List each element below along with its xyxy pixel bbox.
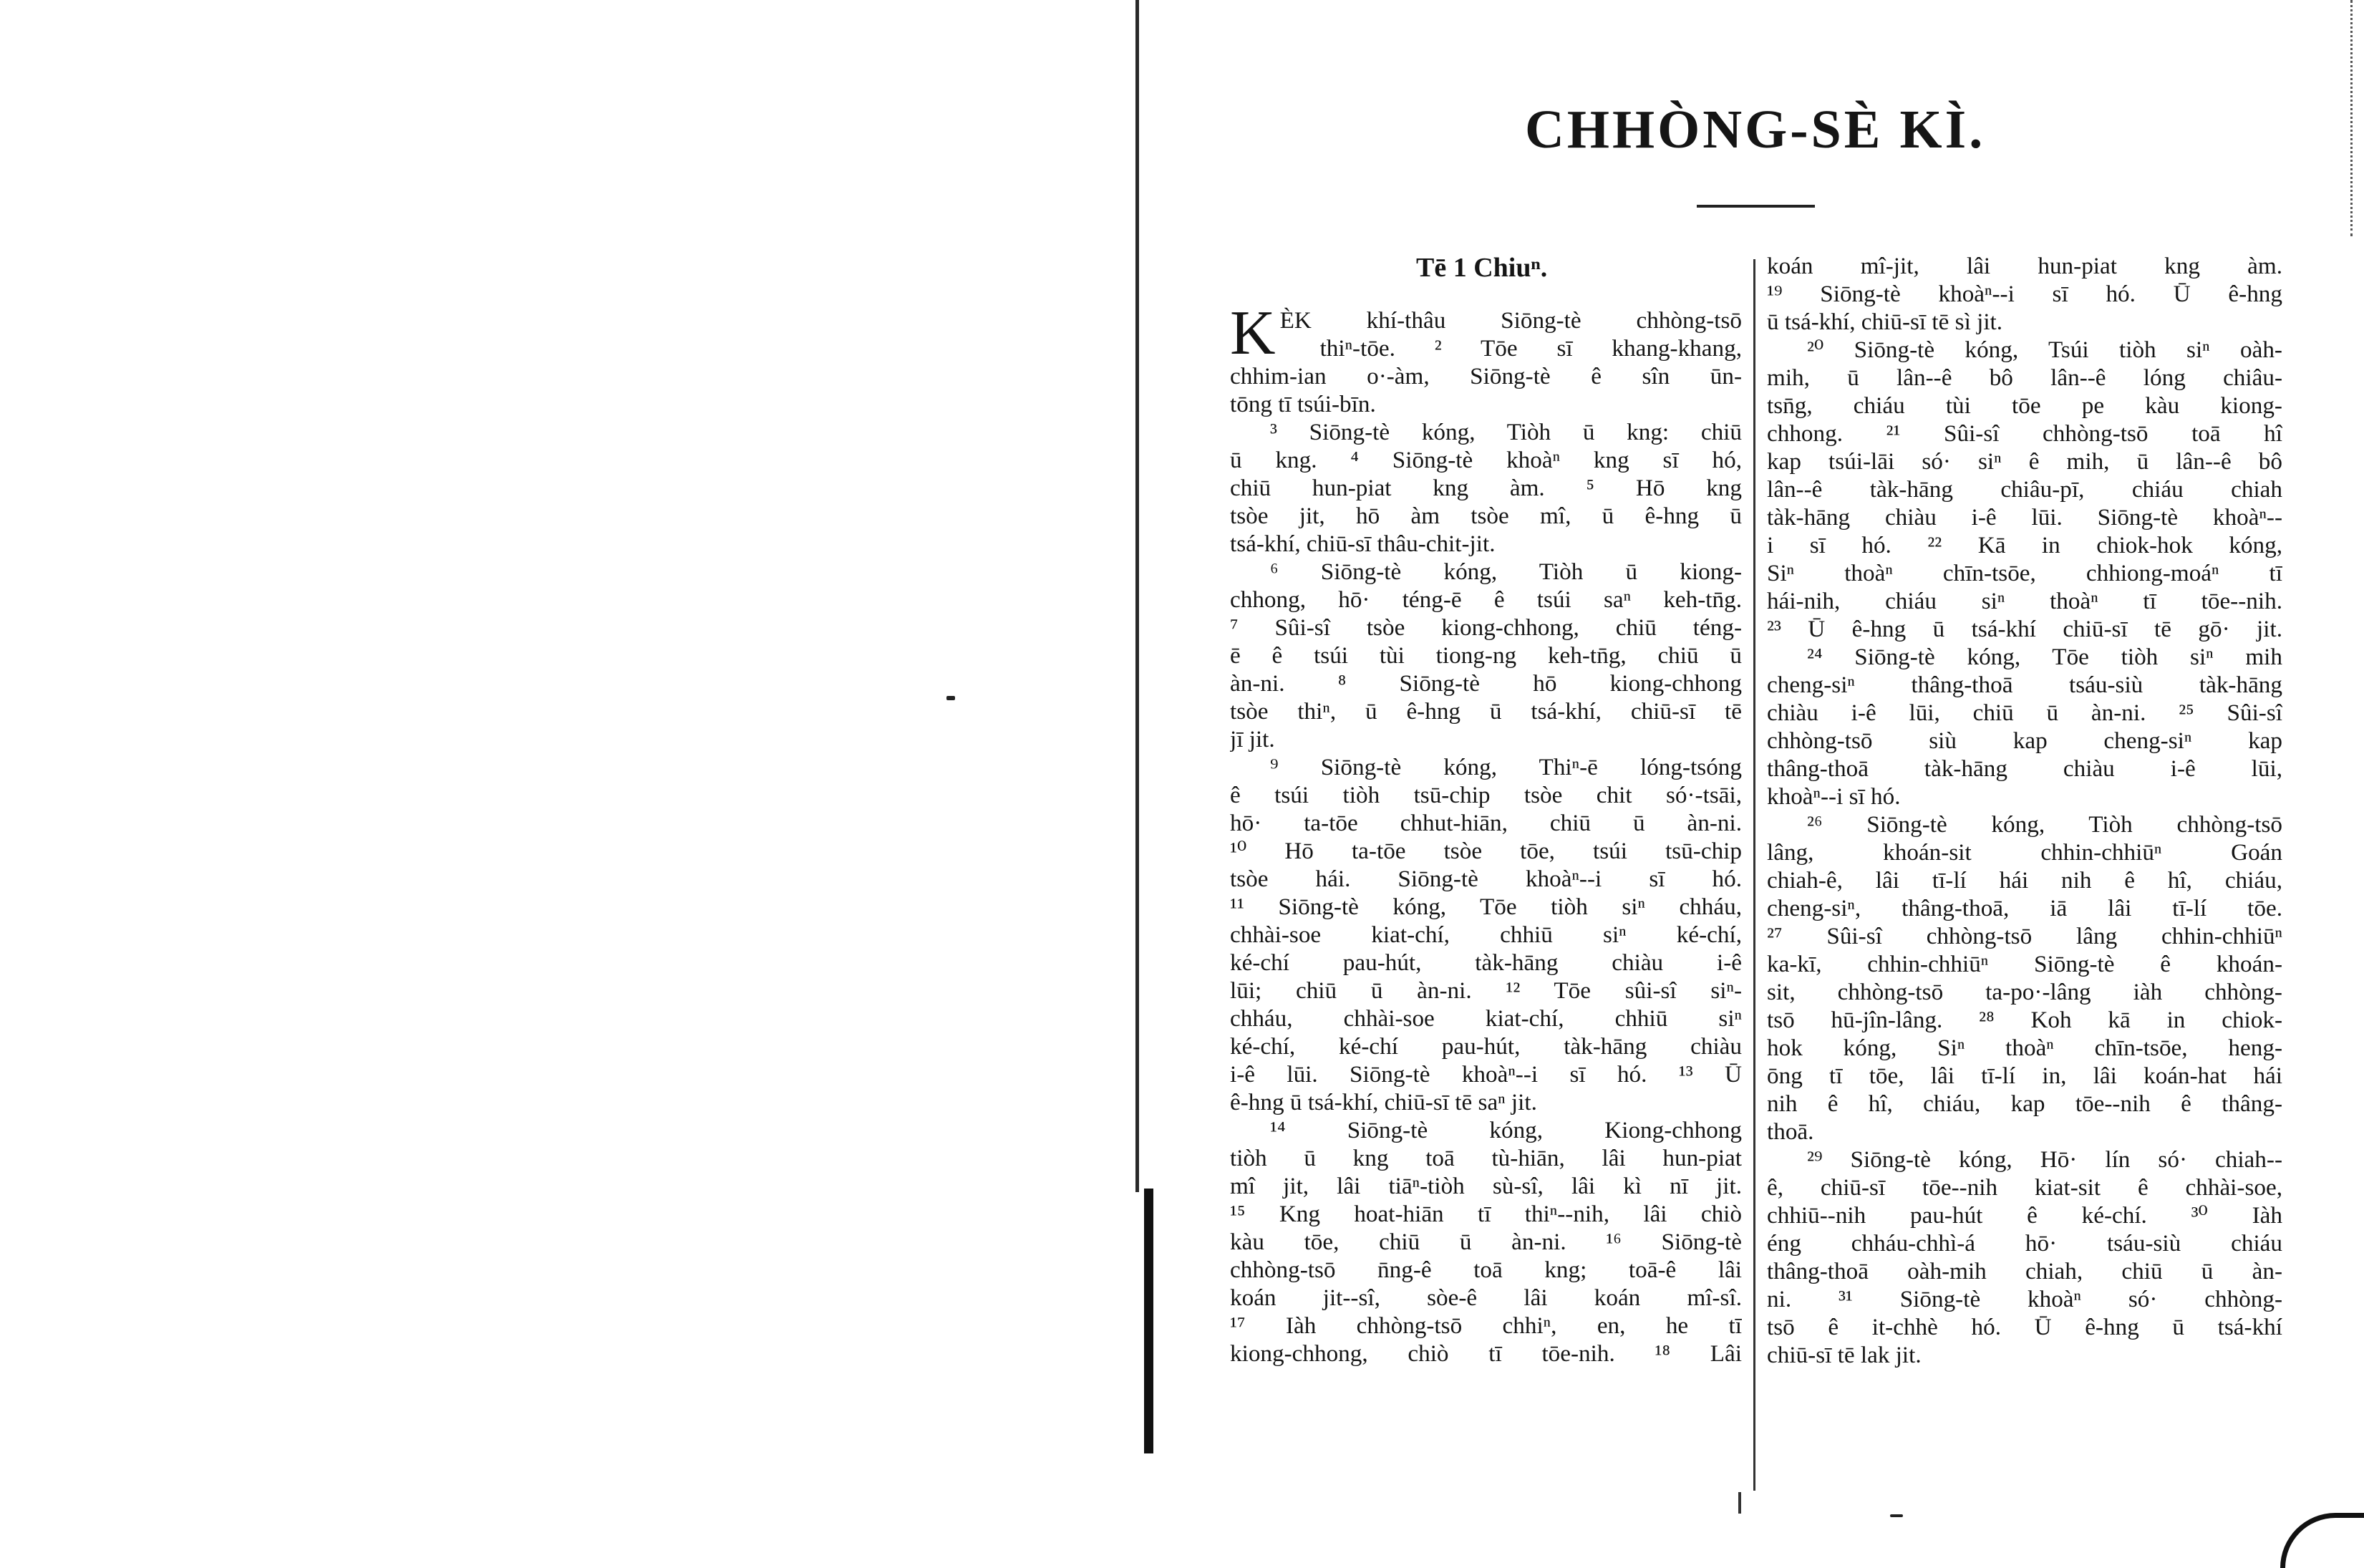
text-line: ²⁰ Siōng-tè kóng, Tsúi tiòh siⁿ oàh- [1807, 337, 2282, 363]
text-line: ê, chiū-sī tōe--nih kiat-sit ê chhài-soe, [1767, 1174, 2282, 1201]
text-line: hái-nih, chiáu siⁿ thoàⁿ tī tōe--nih. [1767, 588, 2282, 614]
page-foot-mark [1738, 1492, 1741, 1514]
text-line: lâng, khoán-sit chhin-chhiūⁿ Goán [1767, 839, 2282, 866]
text-line: ²⁷ Sûi-sî chhòng-tsō lâng chhin-chhiūⁿ [1767, 923, 2282, 949]
text-line: chháu, chhài-soe kiat-chí, chhiū siⁿ [1230, 1005, 1742, 1032]
text-line: tiòh ū kng toā tù-hiān, lâi hun-piat [1230, 1145, 1742, 1171]
text-line: ¹¹ Siōng-tè kóng, Tōe tiòh siⁿ chháu, [1230, 894, 1742, 920]
text-line: chiū-sī tē lak jit. [1767, 1342, 1922, 1368]
text-line: ²⁹ Siōng-tè kóng, Hō· lín só· chiah-- [1807, 1146, 2282, 1173]
text-line: tsòe hái. Siōng-tè khoàⁿ--i sī hó. [1230, 866, 1742, 892]
text-line: chhong. ²¹ Sûi-sî chhòng-tsō toā hî [1767, 420, 2282, 447]
text-line: i sī hó. ²² Kā in chiok-hok kóng, [1767, 532, 2282, 558]
text-line: tsō ê it-chhè hó. Ū ê-hng ū tsá-khí [1767, 1314, 2282, 1340]
text-line: koán mî-jit, lâi hun-piat kng àm. [1767, 253, 2282, 279]
page-gutter [1135, 0, 1139, 1192]
text-line: ⁶ Siōng-tè kóng, Tiòh ū kiong- [1270, 558, 1742, 585]
text-line: ²⁶ Siōng-tè kóng, Tiòh chhòng-tsō [1807, 811, 2282, 838]
drop-cap: K [1230, 299, 1276, 368]
text-line: ¹⁹ Siōng-tè khoàⁿ--i sī hó. Ū ê-hng [1767, 281, 2282, 307]
text-line: àn-ni. ⁸ Siōng-tè hō kiong-chhong [1230, 670, 1742, 697]
text-line: chiah-ê, lâi tī-lí hái nih ê hî, chiáu, [1767, 867, 2282, 894]
text-line: tsō hū-jîn-lâng. ²⁸ Koh kā in chiok- [1767, 1007, 2282, 1033]
book-title: CHHÒNG-SÈ KÌ. [1525, 100, 1986, 160]
page-edge-mark [2350, 0, 2364, 236]
text-line: ū kng. ⁴ Siōng-tè khoàⁿ kng sī hó, [1230, 447, 1742, 473]
text-line: ⁷ Sûi-sî tsòe kiong-chhong, chiū téng- [1230, 614, 1742, 641]
text-line: kap tsúi-lāi só· siⁿ ê mih, ū lân--ê bô [1767, 448, 2282, 475]
text-line: khoàⁿ--i sī hó. [1767, 783, 1901, 810]
text-line: ¹⁴ Siōng-tè kóng, Kiong-chhong [1270, 1117, 1742, 1143]
text-line: ū tsá-khí, chiū-sī tē sì jit. [1767, 309, 2003, 335]
text-line: chhiū--nih pau-hút ê ké-chí. ³⁰ Iàh [1767, 1202, 2282, 1229]
text-line: mih, ū lân--ê bô lân--ê lóng chiâu- [1767, 364, 2282, 391]
title-rule [1697, 205, 1815, 208]
text-line: ni. ³¹ Siōng-tè khoàⁿ só· chhòng- [1767, 1286, 2282, 1312]
text-line: hō· ta-tōe chhut-hiān, chiū ū àn-ni. [1230, 810, 1742, 836]
text-line: tsòe thiⁿ, ū ê-hng ū tsá-khí, chiū-sī tē [1230, 698, 1742, 725]
text-line: tōng tī tsúi-bīn. [1230, 391, 1376, 417]
text-line: Siⁿ thoàⁿ chīn-tsōe, chhiong-moáⁿ tī [1767, 560, 2282, 586]
text-line: koán jit--sî, sòe-ê lâi koán mî-sî. [1230, 1284, 1742, 1311]
column-divider [1753, 259, 1755, 1491]
text-line: ké-chí, ké-chí pau-hút, tàk-hāng chiàu [1230, 1033, 1742, 1060]
text-line: kiong-chhong, chiò tī tōe-nih. ¹⁸ Lâi [1230, 1340, 1742, 1367]
text-line: ¹⁷ Iàh chhòng-tsō chhiⁿ, en, he tī [1230, 1312, 1742, 1339]
text-line: cheng-siⁿ thâng-thoā tsáu-siù tàk-hāng [1767, 672, 2282, 698]
text-line: hok kóng, Siⁿ thoàⁿ chīn-tsōe, heng- [1767, 1035, 2282, 1061]
text-line: éng chháu-chhì-á hō· tsáu-siù chiáu [1767, 1230, 2282, 1257]
ink-speck [946, 696, 955, 700]
text-line: nih ê hî, chiáu, kap tōe--nih ê thâng- [1767, 1090, 2282, 1117]
text-line: chhòng-tsō siù kap cheng-siⁿ kap [1767, 727, 2282, 754]
text-line: sit, chhòng-tsō ta-po·-lâng iàh chhòng- [1767, 979, 2282, 1005]
text-line: ¹⁵ Kng hoat-hiān tī thiⁿ--nih, lâi chiò [1230, 1201, 1742, 1227]
text-line: chiū hun-piat kng àm. ⁵ Hō kng [1230, 475, 1742, 501]
ink-speck [1890, 1514, 1903, 1517]
text-line: ōng tī tōe, lâi tī-lí in, lâi koán-hat hái [1767, 1063, 2282, 1089]
text-line: ka-kī, chhin-chhiūⁿ Siōng-tè ê khoán- [1767, 951, 2282, 977]
text-line: thoā. [1767, 1118, 1814, 1145]
text-line: thâng-thoā tàk-hāng chiàu i-ê lūi, [1767, 755, 2282, 782]
text-line: ³ Siōng-tè kóng, Tiòh ū kng: chiū [1270, 419, 1742, 445]
text-line: chiàu i-ê lūi, chiū ū àn-ni. ²⁵ Sûi-sî [1767, 700, 2282, 726]
text-line: i-ê lūi. Siōng-tè khoàⁿ--i sī hó. ¹³ Ū [1230, 1061, 1742, 1088]
text-line: mî jit, lâi tiāⁿ-tiòh sù-sî, lâi kì nī jit. [1230, 1173, 1742, 1199]
text-line: chhong, hō· téng-ē ê tsúi saⁿ keh-tn̄g. [1230, 586, 1742, 613]
text-line: ⁹ Siōng-tè kóng, Thiⁿ-ē lóng-tsóng [1270, 754, 1742, 780]
text-line: jī jit. [1230, 726, 1275, 752]
text-line: kàu tōe, chiū ū àn-ni. ¹⁶ Siōng-tè [1230, 1229, 1742, 1255]
text-line: ê tsúi tiòh tsū-chip tsòe chit só·-tsāi, [1230, 782, 1742, 808]
text-line: tsá-khí, chiū-sī thâu-chit-jit. [1230, 531, 1496, 557]
text-line: chhòng-tsō n̄ng-ê toā kng; toā-ê lâi [1230, 1257, 1742, 1283]
text-line: ²⁴ Siōng-tè kóng, Tōe tiòh siⁿ mih [1807, 644, 2282, 670]
text-line: lân--ê tàk-hāng chiâu-pī, chiáu chiah [1767, 476, 2282, 503]
text-line: thâng-thoā oàh-mih chiah, chiū ū àn- [1767, 1258, 2282, 1284]
text-line: ē ê tsúi tùi tiong-ng keh-tn̄g, chiū ū [1230, 642, 1742, 669]
left-text-column [1230, 299, 1742, 1368]
text-line: ê-hng ū tsá-khí, chiū-sī tē saⁿ jit. [1230, 1089, 1537, 1115]
text-line: tsn̄g, chiáu tùi tōe pe kàu kiong- [1767, 392, 2282, 419]
text-line: ké-chí pau-hút, tàk-hāng chiàu i-ê [1230, 949, 1742, 976]
page-corner-curl [2280, 1513, 2364, 1568]
text-line: tsòe jit, hō àm tsòe mî, ū ê-hng ū [1230, 503, 1742, 529]
text-line: cheng-siⁿ, thâng-thoā, iā lâi tī-lí tōe. [1767, 895, 2282, 921]
text-line: lūi; chiū ū àn-ni. ¹² Tōe sûi-sî siⁿ- [1230, 977, 1742, 1004]
text-line: ¹⁰ Hō ta-tōe tsòe tōe, tsúi tsū-chip [1230, 838, 1742, 864]
text-line: chhài-soe kiat-chí, chhiū siⁿ ké-chí, [1230, 921, 1742, 948]
text-line: ²³ Ū ê-hng ū tsá-khí chiū-sī tē gō· jit. [1767, 616, 2282, 642]
text-line: ÈK khí-thâu Siōng-tè chhòng-tsō [1279, 307, 1742, 334]
right-text-column [1767, 253, 2282, 1369]
chapter-heading: Tē 1 Chiuⁿ. [1416, 253, 1548, 283]
gutter-ink-mark [1144, 1189, 1153, 1453]
text-line: chhim-ian o·-àm, Siōng-tè ê sîn ūn- [1230, 363, 1742, 389]
text-line: thiⁿ-tōe. ² Tōe sī khang-khang, [1319, 335, 1742, 362]
text-line: tàk-hāng chiàu i-ê lūi. Siōng-tè khoàⁿ-- [1767, 504, 2282, 531]
